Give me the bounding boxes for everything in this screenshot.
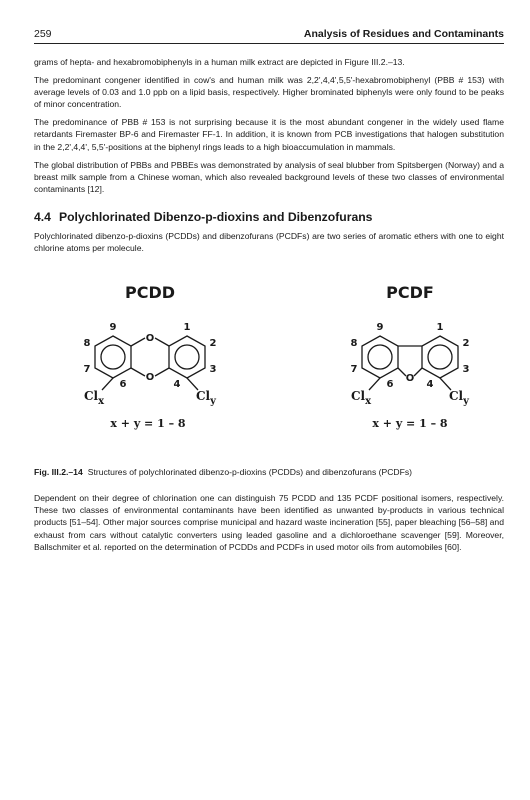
pcdd-pos-8: 8: [83, 338, 91, 350]
pcdf-pos-6: 6: [386, 379, 394, 391]
pcdf-cl-x-label: $Cl_x$: [351, 389, 372, 408]
pcdd-pos-1: 1: [183, 322, 191, 334]
pcdd-pos-2: 2: [209, 338, 217, 350]
pcdd-title: PCDD: [124, 283, 176, 303]
pcdf-cl-y-label: $Cl_y$: [449, 389, 469, 408]
pcdd-left-aromatic-circle: [101, 345, 125, 369]
figure-caption-text: Structures of polychlorinated dibenzo-p-dioxins (PCDDs) and dibenzofurans (PCDFs): [87, 467, 413, 478]
page-number: 259: [34, 28, 52, 40]
body-paragraph: The global distribution of PBBs and PBBEs was demonstrated by analysis of seal blubber from Spitsbergen (Norway) and a breast milk sample from a Chinese woman, which also revealed background levels of these two classes of environmental contaminants [12].: [34, 159, 504, 194]
body-paragraph: The predominance of PBB # 153 is not surprising because it is the most abundant congener in the widely used flame retardants Firemaster BP-6 and Firemaster FF-1. In addition, it is known from PCB investigations that halogen substitution in the 2,2',4,4', 5,5'-positions at the biphenyl rings leads to a high bioaccumulation in mammals.: [34, 117, 504, 152]
closing-paragraph: Dependent on their degree of chlorination one can distinguish 75 PCDD and 135 PCDF positional isomers, respectively. These two classes of environmental contaminants have been identified as unwanted by-products in various technical products [51–54]. Other major sources comprise municipal and hazard waste incineration [55], paper bleaching [56–58] and exhaust from cars without catalytic converters using leaded gasoline and a dichloroethane scavenger [59]. Moreover, Ballschmiter et al. reported on the determination of PCDDs and PCDFs in used motor oils from automobiles [60].: [34, 493, 504, 552]
figure-caption: [34, 466, 504, 478]
body-paragraph: grams of hepta- and hexabromobiphenyls in a human milk extract are depicted in Figure III.2.–13.: [34, 57, 405, 67]
pcdf-pos-7: 7: [350, 364, 358, 376]
figure-structures: [34, 276, 504, 454]
section-number: 4.4: [34, 209, 51, 224]
pcdd-pos-9: 9: [109, 322, 117, 334]
pcdd-oxygen-bottom: O: [145, 372, 155, 384]
pcdd-formula: x + y = 1 – 8: [110, 417, 186, 431]
pcdd-right-aromatic-circle: [175, 345, 199, 369]
pcdd-pos-7: 7: [83, 364, 91, 376]
pcdd-oxygen-top: O: [145, 333, 155, 345]
pcdf-pos-3: 3: [462, 364, 470, 376]
section-intro: Polychlorinated dibenzo-p-dioxins (PCDDs) and dibenzofurans (PCDFs) are two series of aromatic ethers with one to eight chlorine atoms per molecule.: [34, 230, 504, 254]
page: [34, 28, 504, 553]
pcdd-pos-3: 3: [209, 364, 217, 376]
pcdf-pos-2: 2: [462, 338, 470, 350]
figure-caption-label: Fig. III.2.–14: [34, 467, 83, 478]
pcdf-right-aromatic-circle: [428, 345, 452, 369]
pcdf-title: PCDF: [386, 283, 434, 303]
pcdf-oxygen: O: [405, 373, 415, 385]
running-header: [34, 28, 504, 44]
section-title: Polychlorinated Dibenzo-p-dioxins and Dibenzofurans: [58, 209, 373, 224]
pcdf-pos-8: 8: [350, 338, 358, 350]
pcdf-pos-4: 4: [426, 379, 434, 391]
structures-diagram: [34, 276, 504, 454]
pcdd-cl-y-label: $Cl_y$: [196, 389, 216, 408]
pcdf-left-aromatic-circle: [368, 345, 392, 369]
pcdd-cl-x-bond: [102, 378, 113, 390]
pcdf-formula: x + y = 1 – 8: [372, 417, 448, 431]
section-heading: [34, 210, 504, 224]
body-paragraph: The predominant congener identified in cow's and human milk was 2,2',4,4',5,5'-hexabromobiphenyl (PBB # 153) with average levels of 0.03 and 1.0 ppb on a lipid basis, respectively. Higher brominated biphenyls were only found to be peaks of minor concentration.: [34, 75, 504, 110]
pcdd-pos-4: 4: [173, 379, 181, 391]
pcdf-pos-9: 9: [376, 322, 384, 334]
pcdd-cl-x-label: $Cl_x$: [84, 389, 105, 408]
pcdf-cl-x-bond: [369, 378, 380, 390]
pcdd-pos-6: 6: [119, 379, 127, 391]
pcdf-pos-1: 1: [436, 322, 444, 334]
running-title: Analysis of Residues and Contaminants: [303, 28, 504, 40]
